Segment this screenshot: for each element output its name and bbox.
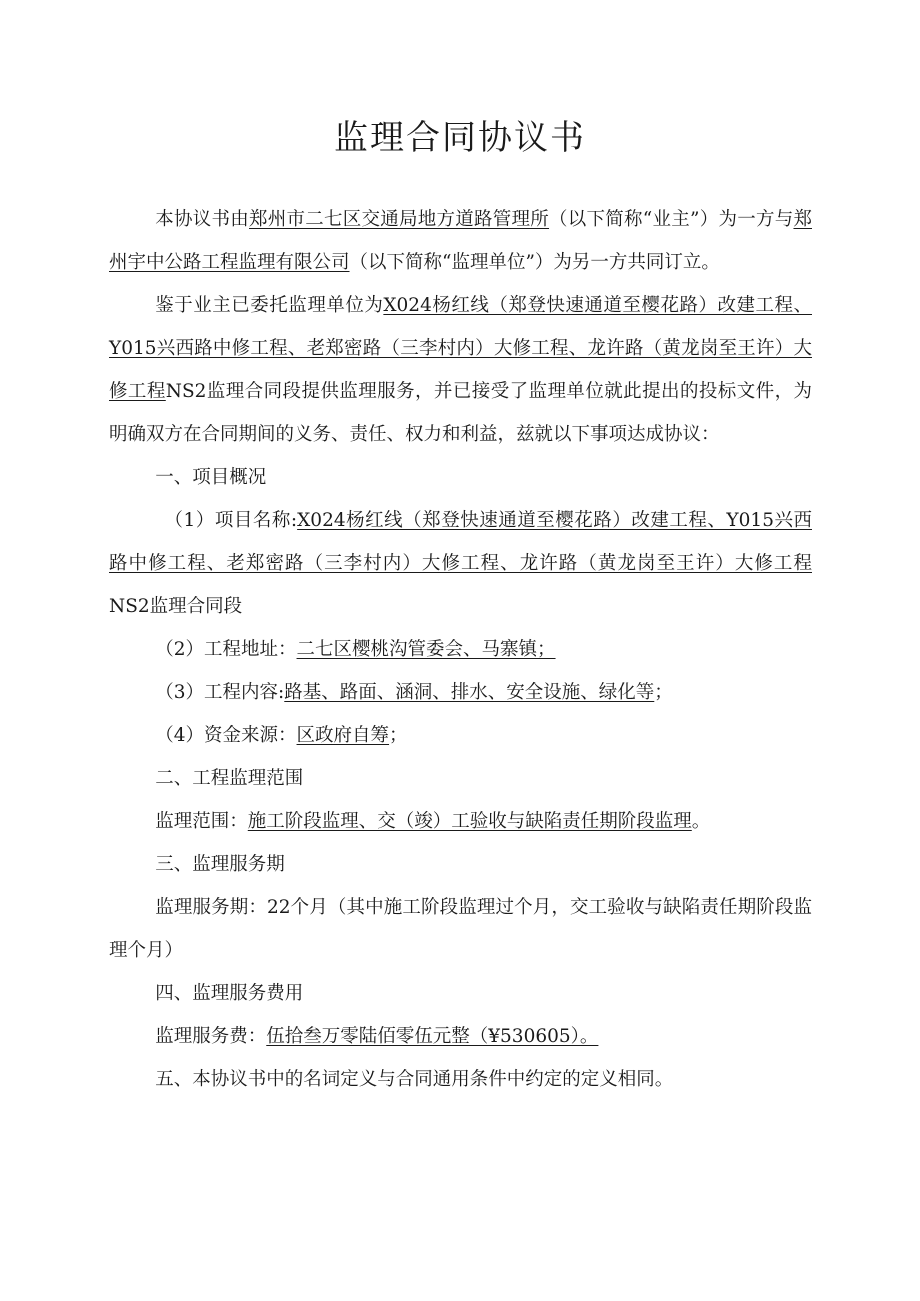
- whereas-text-a: 鉴于业主已委托监理单位为: [155, 295, 384, 316]
- fund-source-suffix: ；: [389, 725, 408, 746]
- document-body: [109, 198, 812, 1101]
- section-4-heading: 四、监理服务费用: [155, 983, 304, 1004]
- project-content-value: 路基、路面、涵洞、排水、安全设施、绿化等: [284, 682, 655, 703]
- project-name-suffix: NS2监理合同段: [109, 596, 243, 617]
- intro-paragraph: [109, 198, 812, 284]
- fund-source-item: [109, 714, 812, 757]
- project-name-item: [109, 499, 812, 628]
- section-2-heading: 二、工程监理范围: [155, 768, 304, 789]
- supervision-scope-value: 施工阶段监理、交（竣）工验收与缺陷责任期阶段监理: [247, 811, 692, 832]
- project-content-item: [109, 671, 812, 714]
- section-1-heading: 一、项目概况: [155, 467, 267, 488]
- fund-source-value: 区政府自筹: [296, 725, 390, 746]
- supervision-scope-suffix: 。: [691, 811, 711, 832]
- service-fee: [109, 1015, 812, 1058]
- project-content-label: （3）工程内容:: [155, 682, 285, 703]
- intro-text-c: （以下简称“监理单位”）为另一方共同订立。: [349, 252, 720, 273]
- project-address-label: （2）工程地址：: [155, 639, 297, 660]
- project-content-suffix: ；: [654, 682, 673, 703]
- owner-name: 郑州市二七区交通局地方道路管理所: [249, 209, 550, 230]
- section-5-heading: 五、本协议书中的名词定义与合同通用条件中约定的定义相同。: [155, 1069, 674, 1090]
- project-name-value: X024杨红线（郑登快速通道至樱花路）改建工程、Y015兴西路中修工程、老郑密路（三李村内）大修工程、龙许路（黄龙岗至王许）大修工程: [109, 510, 812, 574]
- project-address-value: 二七区樱桃沟管委会、马寨镇；: [296, 639, 556, 660]
- project-list: X024杨红线（郑登快速通道至樱花路）改建工程、Y015兴西路中修工程、老郑密路（三李村内）大修工程、龙许路（黄龙岗至王许）大修工程: [109, 295, 812, 402]
- document-title: 监理合同协议书: [334, 118, 586, 158]
- whereas-text-b: NS2监理合同段提供监理服务，并已接受了监理单位就此提出的投标文件，为明确双方在合同期间的义务、责任、权力和利益，兹就以下事项达成协议：: [109, 381, 812, 445]
- supervision-scope-label: 监理范围：: [155, 811, 248, 832]
- section-3-heading: 三、监理服务期: [155, 854, 285, 875]
- supervisor-name: 郑州宇中公路工程监理有限公司: [109, 209, 812, 273]
- whereas-paragraph: [109, 284, 812, 456]
- service-fee-label: 监理服务费：: [155, 1026, 267, 1047]
- intro-text-a: 本协议书由: [155, 209, 250, 230]
- service-fee-value: 伍拾叁万零陆佰零伍元整（¥530605）。: [266, 1026, 599, 1047]
- intro-text-b: （以下简称“业主”）为一方与: [549, 209, 794, 230]
- project-address-item: [109, 628, 812, 671]
- project-name-label: （1）项目名称:: [164, 510, 298, 531]
- fund-source-label: （4）资金来源：: [155, 725, 297, 746]
- supervision-scope: [109, 800, 812, 843]
- service-period-text: 监理服务期：22个月（其中施工阶段监理过个月，交工验收与缺陷责任期阶段监理个月）: [109, 897, 812, 961]
